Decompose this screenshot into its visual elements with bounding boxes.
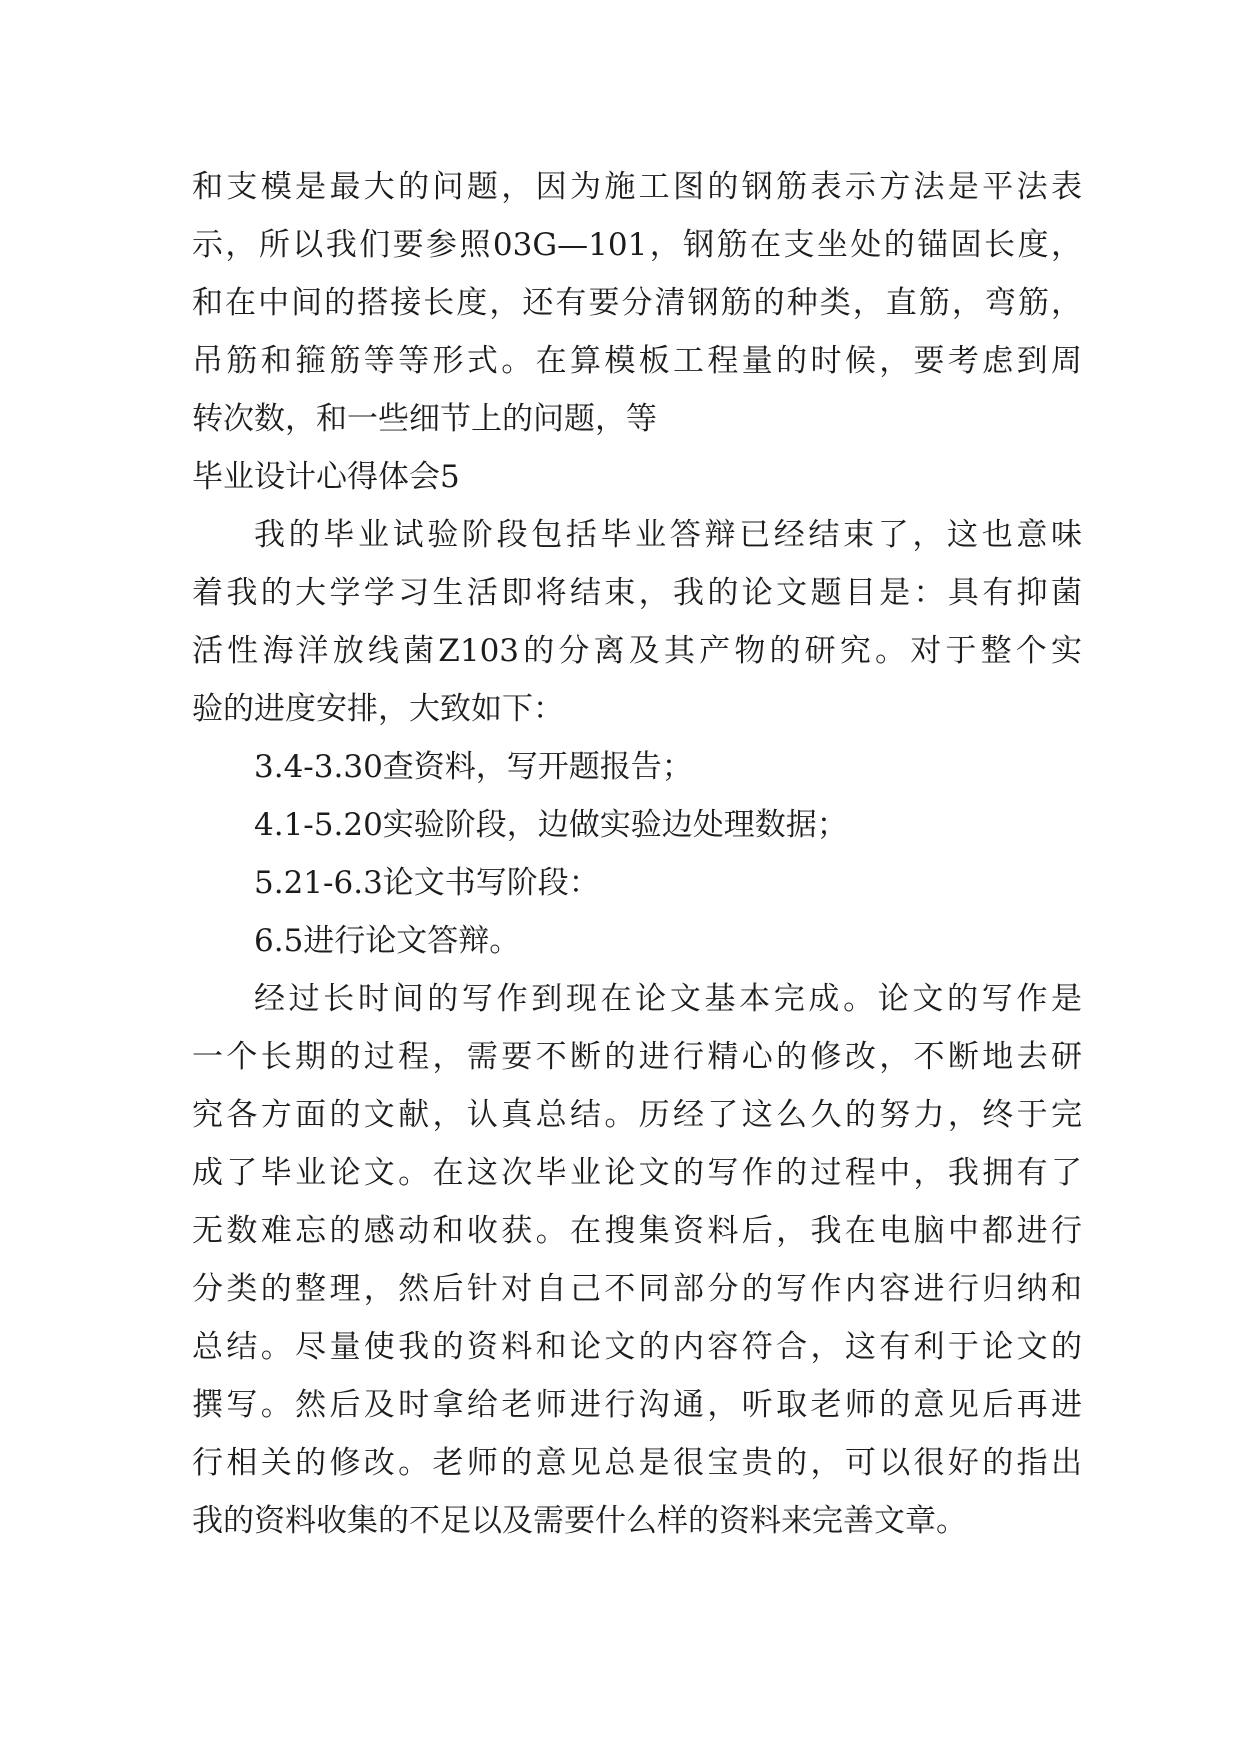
- text-line: 转次数，和一些细节上的问题，等: [192, 401, 657, 437]
- document-body: [192, 158, 1082, 1550]
- schedule-item: 5.21-6.3论文书写阶段：: [254, 865, 600, 901]
- section-heading: 毕业设计心得体会5: [192, 459, 460, 495]
- text-line: 我的毕业试验阶段包括毕业答辩已经结束了，这也意味: [254, 517, 1082, 553]
- paragraph-rebar-formwork: [192, 158, 1082, 448]
- text-line: 着我的大学学习生活即将结束，我的论文题目是：具有抑菌: [192, 575, 1082, 611]
- paragraph-writing-process: [192, 970, 1082, 1550]
- text-line: 验的进度安排，大致如下：: [192, 691, 564, 727]
- text-line: 究各方面的文献，认真总结。历经了这么久的努力，终于完: [192, 1097, 1082, 1133]
- text-line: 和在中间的搭接长度，还有要分清钢筋的种类，直筋，弯筋，: [192, 285, 1082, 321]
- text-line: 行相关的修改。老师的意见总是很宝贵的，可以很好的指出: [192, 1445, 1082, 1481]
- text-line: 撰写。然后及时拿给老师进行沟通，听取老师的意见后再进: [192, 1387, 1082, 1423]
- paragraph-thesis-intro: [192, 506, 1082, 738]
- text-line: 成了毕业论文。在这次毕业论文的写作的过程中，我拥有了: [192, 1155, 1082, 1191]
- schedule-item: 3.4-3.30查资料，写开题报告；: [254, 749, 693, 785]
- text-line: 吊筋和箍筋等等形式。在算模板工程量的时候，要考虑到周: [192, 343, 1082, 379]
- text-line: 经过长时间的写作到现在论文基本完成。论文的写作是: [254, 981, 1082, 1017]
- text-line: 一个长期的过程，需要不断的进行精心的修改，不断地去研: [192, 1039, 1082, 1075]
- text-line: 活性海洋放线菌Z103的分离及其产物的研究。对于整个实: [192, 633, 1082, 669]
- text-line: 分类的整理，然后针对自己不同部分的写作内容进行归纳和: [192, 1271, 1082, 1307]
- schedule-item: 4.1-5.20实验阶段，边做实验边处理数据；: [254, 807, 848, 843]
- text-line: 我的资料收集的不足以及需要什么样的资料来完善文章。: [192, 1503, 967, 1539]
- text-line: 总结。尽量使我的资料和论文的内容符合，这有利于论文的: [192, 1329, 1082, 1365]
- schedule-item: 6.5进行论文答辩。: [254, 923, 521, 959]
- text-line: 无数难忘的感动和收获。在搜集资料后，我在电脑中都进行: [192, 1213, 1082, 1249]
- text-line: 示，所以我们要参照03G—101，钢筋在支坐处的锚固长度，: [192, 227, 1082, 263]
- text-line: 和支模是最大的问题，因为施工图的钢筋表示方法是平法表: [192, 169, 1082, 205]
